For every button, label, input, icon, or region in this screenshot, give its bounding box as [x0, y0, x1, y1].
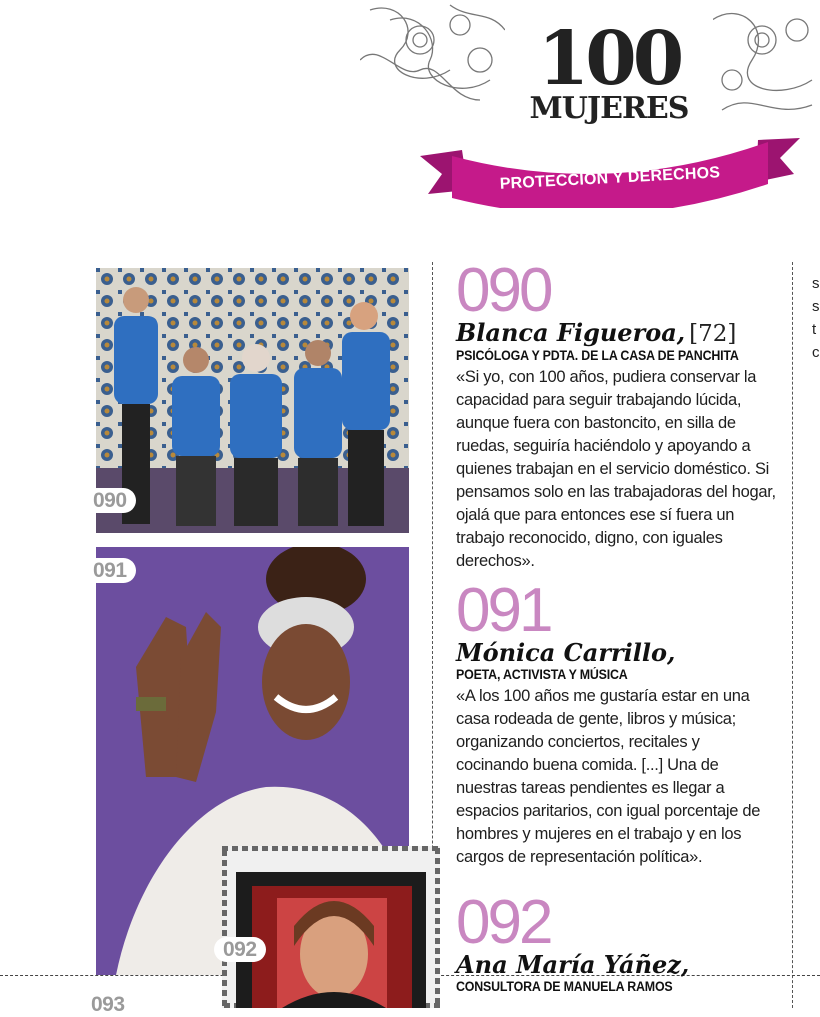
- next-column-fragment: s s t c: [812, 275, 820, 361]
- entry-091: [456, 576, 776, 869]
- entry-name: Mónica Carrillo,: [456, 638, 676, 667]
- section-title: PROTECCIÓN Y DERECHOS: [499, 164, 721, 193]
- entry-092: [456, 888, 776, 995]
- photo-number-badge: 090: [84, 488, 136, 513]
- photo-090: [96, 268, 409, 533]
- decorative-ornament-left: [360, 0, 510, 120]
- entry-name: [456, 320, 776, 347]
- photo-092: [222, 846, 440, 1008]
- entry-age: [72]: [689, 321, 737, 347]
- logo-word: MUJERES: [529, 91, 689, 126]
- entry-090: [456, 256, 776, 573]
- photo-number-badge: 092: [214, 937, 266, 962]
- logo-number: 100: [537, 16, 681, 102]
- entry-role: POETA, ACTIVISTA Y MÚSICA: [456, 667, 628, 682]
- entry-number: 090: [456, 256, 551, 325]
- photo-number-badge: 091: [84, 558, 136, 583]
- entry-name: Ana María Yáñez,: [456, 950, 690, 979]
- photo-number-badge: 093: [82, 992, 134, 1017]
- entry-role: PSICÓLOGA Y PDTA. DE LA CASA DE PANCHITA: [456, 348, 739, 363]
- entry-role: CONSULTORA DE MANUELA RAMOS: [456, 979, 673, 994]
- entry-quote: «A los 100 años me gustaría estar en una casa rodeada de gente, libros y música; organizando conciertos, recitales y cocinando buena comida. [...] Una de nuestras tareas pendientes es llegar a espacios paritarios, con igual porcentaje de hombres y mujeres en el trabajo y en los cargos de representación política».: [456, 687, 761, 866]
- entry-name-text: Blanca Figueroa,: [456, 318, 686, 347]
- entry-number: 092: [456, 888, 551, 957]
- column-divider: [792, 262, 793, 1008]
- decorative-ornament-right: [712, 0, 820, 120]
- entry-quote: «Si yo, con 100 años, pudiera conservar la capacidad para seguir trabajando lúcida, aunque fuera con bastoncito, en silla de ruedas, seguiría haciéndolo y apoyando a quienes trabajan en el servicio doméstico. Si pensamos solo en las trabajadoras del hogar, ojalá que para entonces ese sí fuera un trabajo reconocido, digno, con iguales derechos».: [456, 368, 776, 570]
- entry-number: 091: [456, 576, 551, 645]
